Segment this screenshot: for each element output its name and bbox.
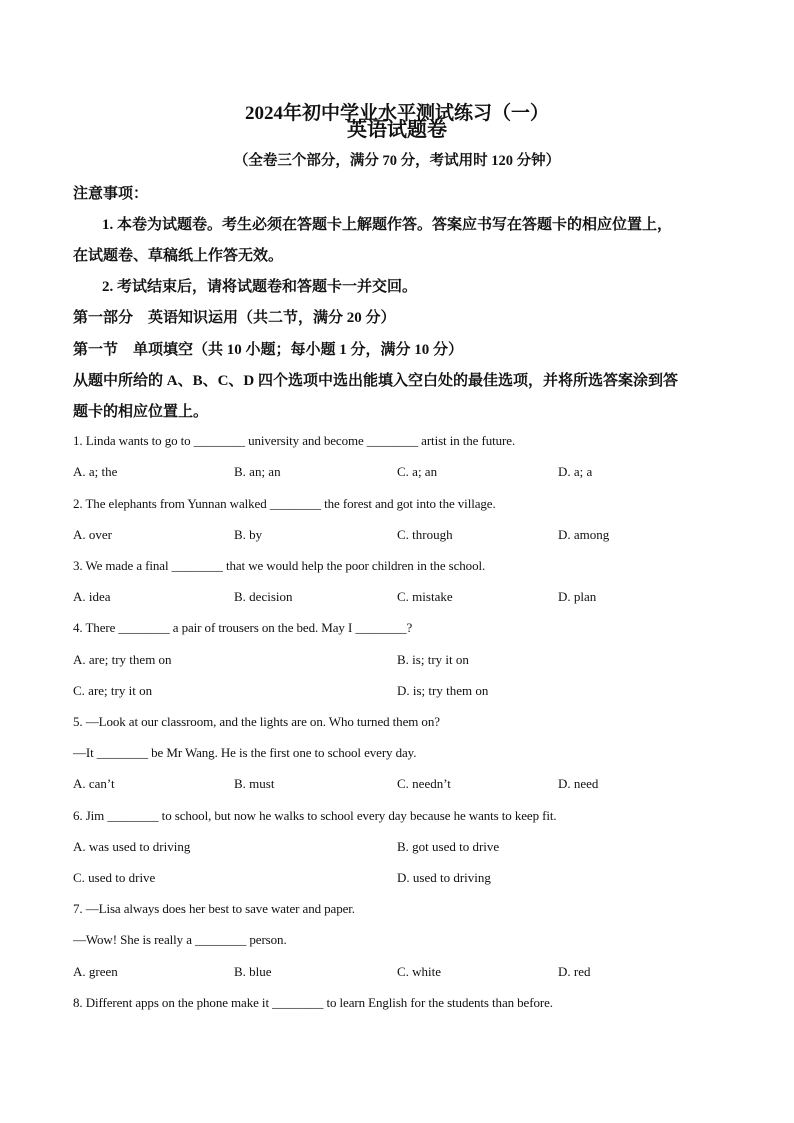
question-4-option-c: C. are; try it on (73, 683, 153, 698)
question-5-option-d: D. need (558, 776, 599, 791)
instruction-line-2: 题卡的相应位置上。 (73, 404, 209, 420)
question-1-stem: 1. Linda wants to go to ________ university and become ________ artist in the future. (73, 433, 516, 448)
question-5-option-c: C. needn’t (397, 776, 451, 791)
question-7-option-a: A. green (73, 964, 118, 979)
question-2-stem: 2. The elephants from Yunnan walked ________ the forest and got into the village. (73, 496, 496, 511)
notice-heading: 注意事项： (73, 186, 149, 202)
question-6-option-c: C. used to drive (73, 870, 156, 885)
part-1-heading: 第一部分 英语知识运用（共二节，满分 20 分） (73, 310, 396, 326)
question-4-option-d: D. is; try them on (397, 683, 489, 698)
question-1-option-b: B. an; an (234, 464, 281, 479)
question-4-option-a: A. are; try them on (73, 652, 172, 667)
question-7-option-c: C. white (397, 964, 442, 979)
question-2-option-c: C. through (397, 527, 453, 542)
question-5-stem-reply: —It ________ be Mr Wang. He is the first one to school every day. (73, 745, 417, 760)
question-3-option-d: D. plan (558, 589, 597, 604)
question-5-option-a: A. can’t (73, 776, 115, 791)
question-5-stem: 5. —Look at our classroom, and the lights are on. Who turned them on? (73, 714, 440, 729)
exam-note: （全卷三个部分，满分 70 分，考试用时 120 分钟） (233, 153, 561, 169)
question-2-option-d: D. among (558, 527, 610, 542)
question-6-option-d: D. used to driving (397, 870, 491, 885)
question-3-stem: 3. We made a final ________ that we would help the poor children in the school. (73, 558, 486, 573)
notice-item-1-line-1: 1. 本卷为试题卷。考生必须在答题卡上解题作答。答案应书写在答题卡的相应位置上， (102, 217, 673, 233)
exam-title: 2024年初中学业水平测试练习（一） (244, 103, 549, 124)
instruction-line-1: 从题中所给的 A、B、C、D 四个选项中选出能填入空白处的最佳选项，并将所选答案涂到答 (73, 373, 679, 389)
question-1-option-c: C. a; an (397, 464, 438, 479)
question-3-option-c: C. mistake (397, 589, 453, 604)
question-3-option-b: B. decision (234, 589, 293, 604)
question-1-option-a: A. a; the (73, 464, 118, 479)
notice-item-1-line-2: 在试题卷、草稿纸上作答无效。 (73, 248, 284, 264)
question-4-stem: 4. There ________ a pair of trousers on the bed. May I ________? (73, 620, 413, 635)
question-7-stem-reply: —Wow! She is really a ________ person. (73, 932, 287, 947)
section-1-heading: 第一节 单项填空（共 10 小题；每小题 1 分，满分 10 分） (73, 342, 464, 358)
question-7-option-b: B. blue (234, 964, 272, 979)
question-7-option-d: D. red (558, 964, 591, 979)
question-4-option-b: B. is; try it on (397, 652, 469, 667)
question-6-stem: 6. Jim ________ to school, but now he walks to school every day because he wants to keep fit. (73, 808, 557, 823)
question-6-option-b: B. got used to drive (397, 839, 500, 854)
question-3-option-a: A. idea (73, 589, 111, 604)
question-8-stem: 8. Different apps on the phone make it ________ to learn English for the students than before. (73, 995, 553, 1010)
question-6-option-a: A. was used to driving (73, 839, 191, 854)
question-7-stem: 7. —Lisa always does her best to save water and paper. (73, 901, 355, 916)
question-2-option-b: B. by (234, 527, 263, 542)
question-2-option-a: A. over (73, 527, 112, 542)
question-5-option-b: B. must (234, 776, 275, 791)
question-1-option-d: D. a; a (558, 464, 593, 479)
notice-item-2: 2. 考试结束后，请将试题卷和答题卡一并交回。 (102, 279, 418, 295)
exam-subtitle: 英语试题卷 (347, 119, 447, 141)
